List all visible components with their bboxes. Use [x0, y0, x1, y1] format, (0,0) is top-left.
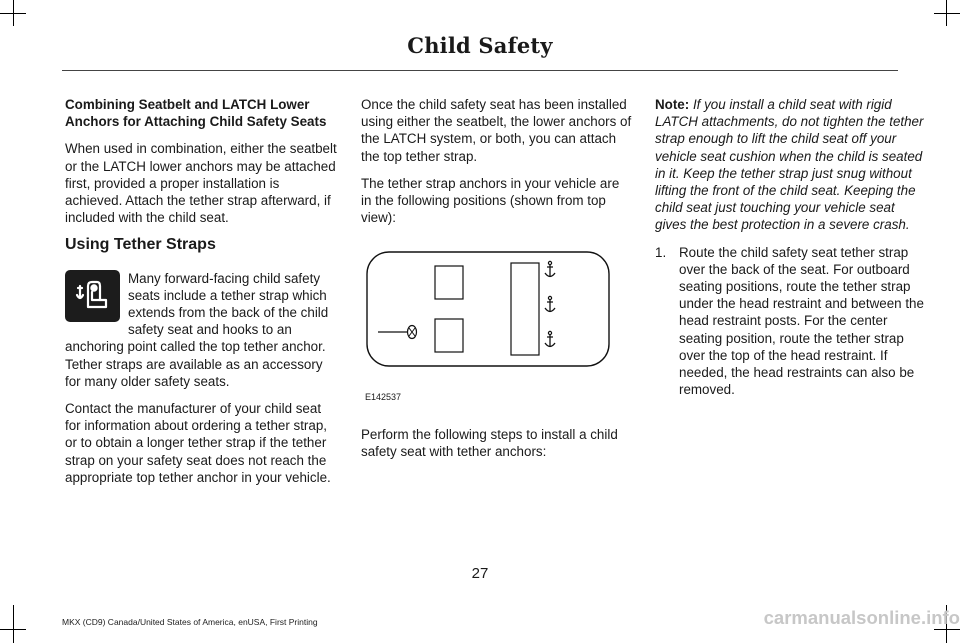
note-label: Note: [655, 97, 690, 112]
child-seat-tether-icon [65, 270, 120, 322]
crop-mark [13, 605, 14, 643]
figure-code: E142537 [365, 391, 402, 402]
watermark: carmanualsonline.info [763, 607, 960, 628]
paragraph: Contact the manufacturer of your child seat for information about ordering a tether strap, or to obtain a longer tether strap if the tether strap on your safety seat does not reach the appropriate top tether anchor in your vehicle. [65, 401, 331, 485]
crop-mark [934, 629, 960, 630]
crop-mark [934, 13, 960, 14]
note-text: If you install a child seat with rigid LATCH attachments, do not tighten the tether strap enough to lift the child seat off your vehicle seat cushion when the child is seated in it. Keep the tether strap just snug without lifting the front of the child seat. Keeping the child seat just touching your vehicle seat gives the best protection in a severe crash. [655, 97, 924, 233]
column-middle [361, 96, 632, 470]
paragraph: Many forward-facing child safety seats include a tether strap which extends from the back of the child safety seat and hooks to an anchoring point called the top tether anchor. Tether straps are available as an accessory for many older safety seats. [65, 270, 329, 389]
note [655, 96, 928, 234]
subsection-heading: Combining Seatbelt and LATCH Lower Anchors for Attaching Child Safety Seats [65, 97, 327, 130]
page-title: Child Safety [407, 33, 553, 58]
paragraph: Perform the following steps to install a child safety seat with tether anchors: [361, 426, 618, 460]
column-left [65, 96, 337, 496]
footer-text: MKX (CD9) Canada/United States of America, enUSA, First Printing [62, 617, 318, 627]
crop-mark [0, 629, 26, 630]
section-title: Using Tether Straps [65, 236, 216, 254]
step-number: 1. [655, 244, 667, 260]
paragraph: Once the child safety seat has been installed using either the seatbelt, the lower anchors of the LATCH system, or both, you can attach the top tether strap. [361, 97, 632, 164]
page-number: 27 [471, 565, 489, 582]
step-text: Route the child safety seat tether strap over the back of the seat. For outboard seating positions, route the tether strap under the head restraint and between the head restraint posts. For the center seating position, route the tether strap over the top of the head restraint. If needed, the head restraints can also be removed. [679, 244, 924, 398]
paragraph: When used in combination, either the seatbelt or the LATCH lower anchors may be attached first, provided a proper installation is achieved. Attach the tether strap afterward, if included with the child seat. [65, 141, 337, 226]
column-right [655, 96, 928, 398]
tether-anchor-diagram [365, 250, 611, 368]
crop-mark [0, 13, 26, 14]
list-item [655, 244, 928, 399]
steps-list [655, 244, 928, 399]
paragraph: The tether strap anchors in your vehicle are in the following positions (shown from top view): [361, 175, 620, 226]
header-divider [62, 70, 898, 71]
